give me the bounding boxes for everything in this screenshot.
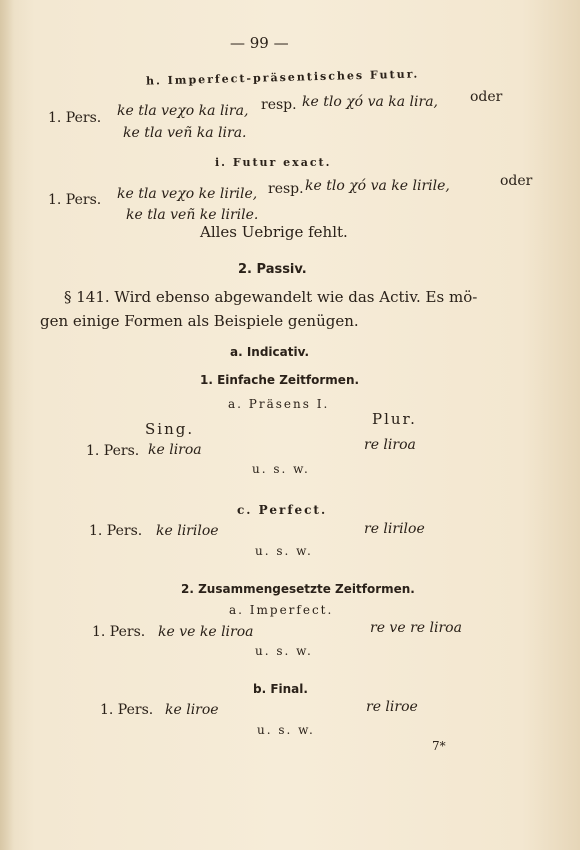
usw-3: u. s. w. — [255, 644, 313, 658]
paragraph-141-line-2: gen einige Formen als Beispiele genügen. — [40, 312, 359, 330]
rest-missing-note: Alles Uebrige fehlt. — [200, 223, 348, 241]
h-form-1: ke tla veχo ka lira, — [117, 103, 249, 119]
imperfect-pers-label: 1. Pers. — [92, 624, 146, 640]
col-header-plur: Plur. — [372, 410, 417, 428]
heading-imperfect: a. Imperfect. — [229, 603, 334, 617]
sheet-signature: 7* — [432, 739, 446, 753]
heading-final: b. Final. — [253, 682, 308, 696]
i-form-1: ke tla veχo ke lirile, — [117, 186, 258, 202]
page-fold-shadow — [0, 0, 14, 850]
usw-4: u. s. w. — [257, 723, 315, 737]
imperfect-plur-form: re ve re liroa — [370, 620, 462, 636]
praesens-sing-form: ke liroa — [148, 442, 202, 458]
praesens-pers-label: 1. Pers. — [86, 443, 140, 459]
heading-perfect: c. Perfect. — [237, 503, 328, 517]
final-plur-form: re liroe — [366, 699, 418, 715]
h-pers-label: 1. Pers. — [48, 110, 102, 126]
heading-einfache-zeitformen: 1. Einfache Zeitformen. — [200, 373, 360, 387]
imperfect-sing-form: ke ve ke liroa — [158, 624, 254, 640]
i-form-2: ke tlo χó va ke lirile, — [305, 178, 450, 194]
final-pers-label: 1. Pers. — [100, 702, 154, 718]
i-oder: oder — [500, 173, 533, 189]
heading-indicativ: a. Indicativ. — [230, 345, 310, 359]
heading-zusammengesetzte-zeitformen: 2. Zusammengesetzte Zeitformen. — [181, 582, 415, 596]
heading-i-futur-exact: i. Futur exact. — [215, 156, 332, 169]
perfect-sing-form: ke liriloe — [156, 523, 219, 539]
usw-1: u. s. w. — [252, 462, 310, 476]
usw-2: u. s. w. — [255, 544, 313, 558]
paragraph-141-line-1: § 141. Wird ebenso abgewandelt wie das Activ. Es mö- — [64, 288, 478, 306]
final-sing-form: ke liroe — [165, 702, 219, 718]
heading-passiv: 2. Passiv. — [238, 262, 307, 277]
h-form-3: ke tla veñ ka lira. — [123, 125, 247, 141]
h-oder: oder — [470, 89, 503, 105]
heading-h-futur: h. Imperfect-präsentisches Futur. — [145, 67, 420, 88]
h-form-2: ke tlo χó va ka lira, — [302, 94, 438, 110]
i-form-3: ke tla veñ ke lirile. — [126, 207, 259, 223]
perfect-pers-label: 1. Pers. — [89, 523, 143, 539]
page-number: — 99 — — [230, 34, 289, 52]
i-resp: resp. — [268, 181, 304, 197]
h-resp: resp. — [261, 97, 297, 113]
i-pers-label: 1. Pers. — [48, 192, 102, 208]
col-header-sing: Sing. — [145, 420, 195, 438]
perfect-plur-form: re liriloe — [364, 521, 425, 537]
praesens-plur-form: re liroa — [364, 437, 416, 453]
heading-praesens: a. Präsens I. — [228, 397, 330, 411]
